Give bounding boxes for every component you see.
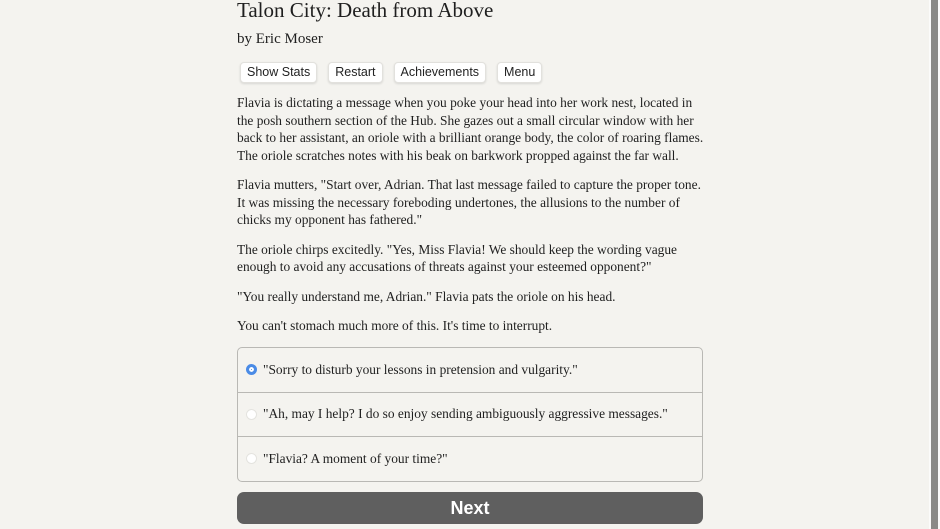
- story-line: the posh southern section of the Hub. She gazes out a small circular window with her: [237, 112, 694, 128]
- story-line: Flavia mutters, "Start over, Adrian. That last message failed to capture the proper tone.: [237, 177, 701, 192]
- story-line: The oriole chirps excitedly. "Yes, Miss Flavia! We should keep the wording vague: [237, 241, 677, 257]
- story-paragraph: [237, 288, 703, 306]
- show-stats-button[interactable]: Show Stats: [240, 62, 317, 83]
- story-line: You can't stomach much more of this. It's time to interrupt.: [237, 318, 553, 333]
- choice-option[interactable]: [238, 348, 702, 392]
- story-paragraph: [237, 176, 703, 229]
- story-line: chicks my opponent has fathered.": [237, 212, 423, 227]
- game-title: Talon City: Death from Above: [237, 0, 494, 22]
- story-line: It was missing the necessary foreboding undertones, the allusions to the number of: [237, 194, 680, 210]
- story-line: Flavia is dictating a message when you poke your head into her work nest, located in: [237, 95, 693, 110]
- story-line: back to her assistant, an oriole with a brilliant orange body, the color of roaring flames.: [237, 130, 704, 145]
- choice-label: "Ah, may I help? I do so enjoy sending ambiguously aggressive messages.": [263, 406, 668, 422]
- story-text: [237, 94, 703, 347]
- choice-label: "Sorry to disturb your lessons in pretension and vulgarity.": [263, 361, 578, 377]
- radio-button[interactable]: [246, 409, 257, 420]
- choice-list: [237, 347, 703, 482]
- choice-label: "Flavia? A moment of your time?": [263, 450, 448, 466]
- scrollbar-thumb[interactable]: [931, 0, 938, 529]
- restart-button[interactable]: Restart: [328, 62, 382, 83]
- achievements-button[interactable]: Achievements: [394, 62, 487, 83]
- radio-button[interactable]: [246, 453, 257, 464]
- choice-option[interactable]: [238, 436, 702, 481]
- radio-button[interactable]: [246, 364, 257, 375]
- story-line: The oriole scratches notes with his beak on barkwork propped against the far wall.: [237, 147, 679, 163]
- story-paragraph: [237, 317, 703, 335]
- story-paragraph: [237, 94, 703, 164]
- story-paragraph: [237, 241, 703, 276]
- author: by Eric Moser: [237, 31, 323, 47]
- toolbar: [240, 62, 553, 83]
- story-line: "You really understand me, Adrian." Flavia pats the oriole on his head.: [237, 288, 616, 304]
- menu-button[interactable]: Menu: [497, 62, 542, 83]
- story-line: enough to avoid any accusations of threats against your esteemed opponent?": [237, 259, 652, 274]
- choice-option[interactable]: [238, 392, 702, 437]
- next-button[interactable]: Next: [237, 492, 703, 524]
